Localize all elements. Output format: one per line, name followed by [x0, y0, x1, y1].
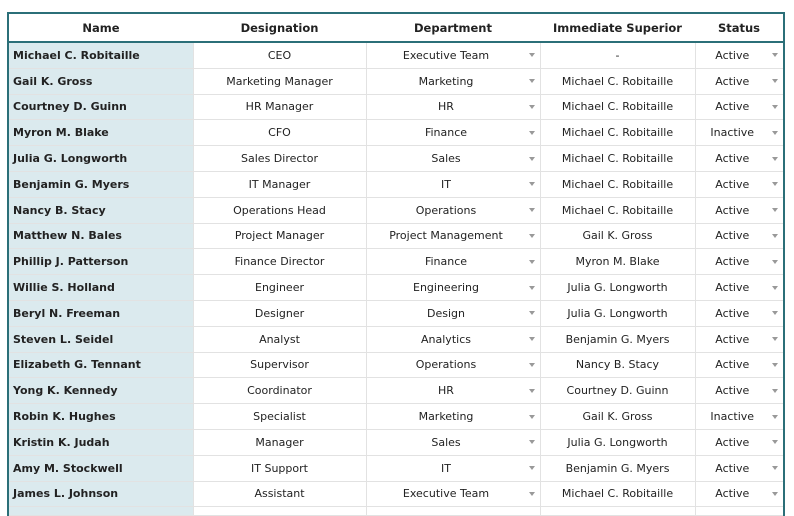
header-immediate-superior[interactable]: Immediate Superior: [540, 13, 695, 42]
department-dropdown[interactable]: [366, 171, 540, 197]
status-dropdown[interactable]: [695, 455, 784, 481]
dropdown-arrow-icon[interactable]: [772, 363, 778, 367]
cell-text: Marketing Manager: [226, 74, 333, 88]
dropdown-arrow-icon[interactable]: [772, 415, 778, 419]
dropdown-arrow-icon[interactable]: [529, 286, 535, 290]
name-cell[interactable]: [8, 429, 193, 455]
cell-text: Engineering: [413, 281, 479, 295]
superior-cell[interactable]: [540, 481, 695, 507]
cell-text: Elizabeth G. Tennant: [13, 358, 141, 372]
table-row: [8, 455, 784, 481]
dropdown-arrow-icon[interactable]: [529, 466, 535, 470]
superior-cell[interactable]: [540, 275, 695, 301]
cell-text: Active: [715, 152, 750, 166]
designation-cell[interactable]: [193, 326, 366, 352]
dropdown-arrow-icon[interactable]: [529, 311, 535, 315]
cell-text: IT Support: [251, 461, 308, 475]
cell-text: Assistant: [254, 487, 305, 501]
cell-text: Designer: [254, 306, 305, 320]
status-dropdown[interactable]: [695, 68, 784, 94]
dropdown-arrow-icon[interactable]: [772, 182, 778, 186]
empty-cell: [695, 507, 784, 516]
cell-text: Julia G. Longworth: [13, 152, 128, 166]
status-dropdown[interactable]: [695, 275, 784, 301]
cell-text: Project Management: [389, 229, 503, 243]
name-cell[interactable]: [8, 171, 193, 197]
header-status[interactable]: Status: [695, 13, 784, 42]
cell-text: Design: [427, 306, 465, 320]
status-dropdown[interactable]: [695, 300, 784, 326]
table-row: [8, 223, 784, 249]
dropdown-arrow-icon[interactable]: [529, 79, 535, 83]
cell-text: Benjamin G. Myers: [565, 332, 670, 346]
cell-text: Courtney D. Guinn: [566, 384, 669, 398]
designation-cell[interactable]: [193, 429, 366, 455]
cell-text: Gail K. Gross: [13, 74, 93, 88]
superior-cell[interactable]: [540, 197, 695, 223]
employee-table: [7, 12, 785, 516]
cell-text: Gail K. Gross: [582, 410, 653, 424]
cell-text: Nancy B. Stacy: [575, 358, 660, 372]
cell-text: Finance: [424, 255, 468, 269]
department-dropdown[interactable]: [366, 455, 540, 481]
cell-text: Manager: [255, 435, 304, 449]
superior-cell[interactable]: [540, 326, 695, 352]
department-dropdown[interactable]: [366, 378, 540, 404]
cell-text: Willie S. Holland: [13, 281, 115, 295]
dropdown-arrow-icon[interactable]: [772, 492, 778, 496]
table-row: [8, 171, 784, 197]
name-cell[interactable]: [8, 223, 193, 249]
dropdown-arrow-icon[interactable]: [772, 79, 778, 83]
cell-text: Julia G. Longworth: [567, 306, 668, 320]
cell-text: Matthew N. Bales: [13, 229, 122, 243]
superior-cell[interactable]: [540, 455, 695, 481]
designation-cell[interactable]: [193, 404, 366, 430]
dropdown-arrow-icon[interactable]: [772, 286, 778, 290]
superior-cell[interactable]: [540, 404, 695, 430]
cell-text: Active: [715, 177, 750, 191]
dropdown-arrow-icon[interactable]: [529, 363, 535, 367]
department-dropdown[interactable]: [366, 249, 540, 275]
cell-text: Myron M. Blake: [575, 255, 660, 269]
cell-text: Nancy B. Stacy: [13, 203, 106, 217]
dropdown-arrow-icon[interactable]: [529, 105, 535, 109]
cell-text: Inactive: [710, 126, 755, 140]
table-row: [8, 429, 784, 455]
table-row: [8, 352, 784, 378]
employee-table-container: [7, 12, 783, 516]
cell-text: Operations: [415, 203, 477, 217]
designation-cell[interactable]: [193, 197, 366, 223]
cell-text: Active: [715, 48, 750, 62]
status-dropdown[interactable]: [695, 352, 784, 378]
cell-text: Active: [715, 203, 750, 217]
dropdown-arrow-icon[interactable]: [772, 337, 778, 341]
table-row: [8, 94, 784, 120]
department-dropdown[interactable]: [366, 404, 540, 430]
empty-cell: [366, 507, 540, 516]
cell-text: Michael C. Robitaille: [561, 100, 674, 114]
name-cell[interactable]: [8, 455, 193, 481]
cell-text: Active: [715, 74, 750, 88]
dropdown-arrow-icon[interactable]: [772, 389, 778, 393]
name-cell[interactable]: [8, 378, 193, 404]
designation-cell[interactable]: [193, 300, 366, 326]
cell-text: Yong K. Kennedy: [13, 384, 118, 398]
designation-cell[interactable]: [193, 223, 366, 249]
department-dropdown[interactable]: [366, 68, 540, 94]
header-designation[interactable]: Designation: [193, 13, 366, 42]
cell-text: Active: [715, 487, 750, 501]
table-row: [8, 378, 784, 404]
dropdown-arrow-icon[interactable]: [772, 466, 778, 470]
cell-text: Beryl N. Freeman: [13, 306, 121, 320]
table-row: [8, 68, 784, 94]
status-dropdown[interactable]: [695, 223, 784, 249]
cell-text: Active: [715, 358, 750, 372]
dropdown-arrow-icon[interactable]: [772, 131, 778, 135]
name-cell[interactable]: [8, 481, 193, 507]
dropdown-arrow-icon[interactable]: [529, 492, 535, 496]
table-row-partial: [8, 507, 784, 516]
cell-text: Active: [715, 384, 750, 398]
cell-text: Robin K. Hughes: [13, 410, 116, 424]
cell-text: HR Manager: [245, 100, 314, 114]
cell-text: HR: [438, 384, 454, 398]
cell-text: Gail K. Gross: [582, 229, 653, 243]
cell-text: Analyst: [259, 332, 300, 346]
designation-cell[interactable]: [193, 94, 366, 120]
department-dropdown[interactable]: [366, 120, 540, 146]
cell-text: Operations Head: [233, 203, 326, 217]
cell-text: Julia G. Longworth: [567, 435, 668, 449]
cell-text: Analytics: [421, 332, 471, 346]
cell-text: Active: [715, 255, 750, 269]
designation-cell[interactable]: [193, 275, 366, 301]
superior-cell[interactable]: [540, 42, 695, 68]
dropdown-arrow-icon[interactable]: [772, 311, 778, 315]
name-cell[interactable]: [8, 275, 193, 301]
empty-cell: [8, 507, 193, 516]
designation-cell[interactable]: [193, 42, 366, 68]
header-name[interactable]: Name: [8, 13, 193, 42]
cell-text: Engineer: [255, 281, 304, 295]
cell-text: Michael C. Robitaille: [561, 152, 674, 166]
dropdown-arrow-icon[interactable]: [529, 53, 535, 57]
cell-text: Active: [715, 461, 750, 475]
cell-text: Supervisor: [250, 358, 309, 372]
status-dropdown[interactable]: [695, 94, 784, 120]
department-dropdown[interactable]: [366, 42, 540, 68]
cell-text: Sales: [431, 435, 461, 449]
status-dropdown[interactable]: [695, 326, 784, 352]
department-dropdown[interactable]: [366, 223, 540, 249]
dropdown-arrow-icon[interactable]: [772, 260, 778, 264]
designation-cell[interactable]: [193, 68, 366, 94]
superior-cell[interactable]: [540, 352, 695, 378]
dropdown-arrow-icon[interactable]: [529, 131, 535, 135]
superior-cell[interactable]: [540, 223, 695, 249]
cell-text: IT Manager: [248, 177, 311, 191]
status-dropdown[interactable]: [695, 429, 784, 455]
table-row: [8, 481, 784, 507]
status-dropdown[interactable]: [695, 378, 784, 404]
cell-text: CFO: [268, 126, 291, 140]
table-row: [8, 404, 784, 430]
status-dropdown[interactable]: [695, 120, 784, 146]
name-cell[interactable]: [8, 404, 193, 430]
empty-cell: [540, 507, 695, 516]
name-cell[interactable]: [8, 94, 193, 120]
designation-cell[interactable]: [193, 249, 366, 275]
designation-cell[interactable]: [193, 352, 366, 378]
cell-text: Phillip J. Patterson: [13, 255, 129, 269]
empty-cell: [193, 507, 366, 516]
cell-text: Finance Director: [234, 255, 325, 269]
cell-text: Kristin K. Judah: [13, 435, 110, 449]
header-department[interactable]: Department: [366, 13, 540, 42]
cell-text: Inactive: [710, 410, 755, 424]
cell-text: Active: [715, 229, 750, 243]
cell-text: James L. Johnson: [13, 487, 119, 501]
cell-text: Michael C. Robitaille: [561, 74, 674, 88]
table-row: [8, 249, 784, 275]
cell-text: Marketing: [418, 410, 474, 424]
superior-cell[interactable]: [540, 300, 695, 326]
cell-text: Specialist: [253, 410, 306, 424]
dropdown-arrow-icon[interactable]: [529, 415, 535, 419]
department-dropdown[interactable]: [366, 94, 540, 120]
name-cell[interactable]: [8, 352, 193, 378]
department-dropdown[interactable]: [366, 300, 540, 326]
cell-text: CEO: [267, 48, 292, 62]
dropdown-arrow-icon[interactable]: [529, 337, 535, 341]
cell-text: Michael C. Robitaille: [561, 487, 674, 501]
name-cell[interactable]: [8, 197, 193, 223]
status-dropdown[interactable]: [695, 481, 784, 507]
cell-text: Steven L. Seidel: [13, 332, 114, 346]
table-row: [8, 326, 784, 352]
department-dropdown[interactable]: [366, 429, 540, 455]
superior-cell[interactable]: [540, 146, 695, 172]
superior-cell[interactable]: [540, 120, 695, 146]
cell-text: IT: [441, 177, 451, 191]
cell-text: Coordinator: [247, 384, 312, 398]
cell-text: Active: [715, 281, 750, 295]
superior-cell[interactable]: [540, 68, 695, 94]
cell-text: Michael C. Robitaille: [13, 48, 140, 62]
status-dropdown[interactable]: [695, 197, 784, 223]
dropdown-arrow-icon[interactable]: [772, 157, 778, 161]
name-cell[interactable]: [8, 120, 193, 146]
dropdown-arrow-icon[interactable]: [529, 440, 535, 444]
cell-text: Active: [715, 332, 750, 346]
table-row: [8, 275, 784, 301]
header-row: [8, 13, 784, 42]
cell-text: Courtney D. Guinn: [13, 100, 127, 114]
status-dropdown[interactable]: [695, 42, 784, 68]
dropdown-arrow-icon[interactable]: [772, 208, 778, 212]
dropdown-arrow-icon[interactable]: [772, 105, 778, 109]
designation-cell[interactable]: [193, 171, 366, 197]
cell-text: Michael C. Robitaille: [561, 126, 674, 140]
department-dropdown[interactable]: [366, 481, 540, 507]
table-row: [8, 197, 784, 223]
name-cell[interactable]: [8, 42, 193, 68]
cell-text: Active: [715, 100, 750, 114]
department-dropdown[interactable]: [366, 275, 540, 301]
designation-cell[interactable]: [193, 146, 366, 172]
department-dropdown[interactable]: [366, 197, 540, 223]
status-dropdown[interactable]: [695, 171, 784, 197]
cell-text: Active: [715, 306, 750, 320]
cell-text: Julia G. Longworth: [567, 281, 668, 295]
dropdown-arrow-icon[interactable]: [529, 208, 535, 212]
dropdown-arrow-icon[interactable]: [529, 234, 535, 238]
cell-text: Amy M. Stockwell: [13, 461, 123, 475]
superior-cell[interactable]: [540, 429, 695, 455]
department-dropdown[interactable]: [366, 326, 540, 352]
cell-text: Benjamin G. Myers: [565, 461, 670, 475]
designation-cell[interactable]: [193, 455, 366, 481]
dropdown-arrow-icon[interactable]: [529, 157, 535, 161]
name-cell[interactable]: [8, 146, 193, 172]
cell-text: Operations: [415, 358, 477, 372]
cell-text: Michael C. Robitaille: [561, 177, 674, 191]
table-row: [8, 42, 784, 68]
dropdown-arrow-icon[interactable]: [529, 182, 535, 186]
status-dropdown[interactable]: [695, 249, 784, 275]
designation-cell[interactable]: [193, 378, 366, 404]
table-row: [8, 146, 784, 172]
cell-text: Project Manager: [234, 229, 325, 243]
status-dropdown[interactable]: [695, 404, 784, 430]
cell-text: IT: [441, 461, 451, 475]
superior-cell[interactable]: [540, 378, 695, 404]
cell-text: Myron M. Blake: [13, 126, 109, 140]
dropdown-arrow-icon[interactable]: [772, 234, 778, 238]
dropdown-arrow-icon[interactable]: [529, 389, 535, 393]
cell-text: Executive Team: [402, 487, 490, 501]
dropdown-arrow-icon[interactable]: [529, 260, 535, 264]
name-cell[interactable]: [8, 326, 193, 352]
cell-text: HR: [438, 100, 454, 114]
cell-text: Finance: [424, 126, 468, 140]
designation-cell[interactable]: [193, 481, 366, 507]
cell-text: Active: [715, 435, 750, 449]
superior-cell[interactable]: [540, 171, 695, 197]
cell-text: Sales Director: [241, 152, 318, 166]
dropdown-arrow-icon[interactable]: [772, 440, 778, 444]
cell-text: Executive Team: [402, 48, 490, 62]
cell-text: Marketing: [418, 74, 474, 88]
superior-cell[interactable]: [540, 249, 695, 275]
cell-text: Michael C. Robitaille: [561, 203, 674, 217]
superior-cell[interactable]: [540, 94, 695, 120]
cell-text: -: [615, 48, 620, 62]
table-row: [8, 300, 784, 326]
cell-text: Sales: [431, 152, 461, 166]
department-dropdown[interactable]: [366, 146, 540, 172]
department-dropdown[interactable]: [366, 352, 540, 378]
table-row: [8, 120, 784, 146]
status-dropdown[interactable]: [695, 146, 784, 172]
name-cell[interactable]: [8, 68, 193, 94]
name-cell[interactable]: [8, 249, 193, 275]
dropdown-arrow-icon[interactable]: [772, 53, 778, 57]
cell-text: Benjamin G. Myers: [13, 177, 130, 191]
name-cell[interactable]: [8, 300, 193, 326]
designation-cell[interactable]: [193, 120, 366, 146]
